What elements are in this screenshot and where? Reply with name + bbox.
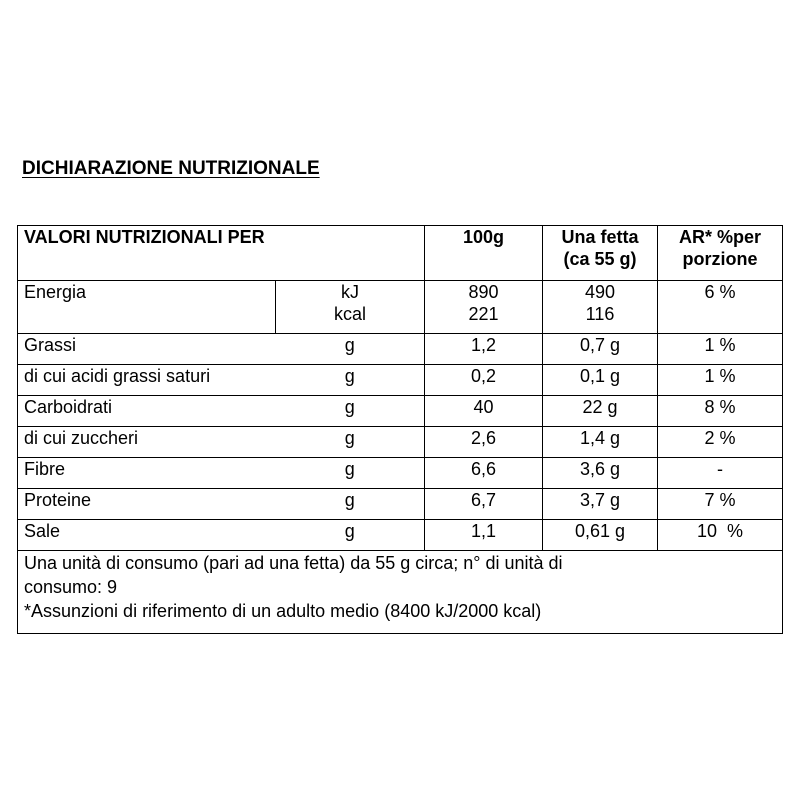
nutrient-name: di cui acidi grassi saturi xyxy=(18,365,276,396)
value-ar: 2 % xyxy=(658,427,783,458)
value-ar: 1 % xyxy=(658,334,783,365)
value-per-slice: 3,6 g xyxy=(543,458,658,489)
note-line-1: Una unità di consumo (pari ad una fetta) da 55 g circa; n° di unità di xyxy=(24,553,563,573)
value-per-slice: 22 g xyxy=(543,396,658,427)
note-line-2: consumo: 9 xyxy=(24,577,118,597)
nutrient-unit: g xyxy=(276,365,425,396)
table-row xyxy=(18,458,783,489)
table-row xyxy=(18,396,783,427)
document-title: DICHIARAZIONE NUTRIZIONALE xyxy=(22,158,320,179)
unit-kj: kJ xyxy=(341,282,359,302)
value-per-slice: 3,7 g xyxy=(543,489,658,520)
header-per-slice-line1: Una fetta xyxy=(561,227,639,247)
header-per-slice xyxy=(543,226,658,281)
nutrient-unit: g xyxy=(276,520,425,551)
nutrient-unit: g xyxy=(276,427,425,458)
value-per-100g: 0,2 xyxy=(425,365,543,396)
value-per-100g: 40 xyxy=(425,396,543,427)
unit-kcal: kcal xyxy=(334,304,367,324)
table-row xyxy=(18,365,783,396)
value-per-slice: 1,4 g xyxy=(543,427,658,458)
value-per-100g: 6,7 xyxy=(425,489,543,520)
table-row xyxy=(18,334,783,365)
value-ar: - xyxy=(658,458,783,489)
table-row-energy xyxy=(18,281,783,334)
nutrient-name: Carboidrati xyxy=(18,396,276,427)
nutrient-name: Fibre xyxy=(18,458,276,489)
table-header-row xyxy=(18,226,783,281)
nutrient-unit: g xyxy=(276,458,425,489)
nutrient-unit: g xyxy=(276,334,425,365)
table-row xyxy=(18,520,783,551)
per100-kcal: 221 xyxy=(468,304,499,324)
value-ar: 1 % xyxy=(658,365,783,396)
note-line-3: *Assunzioni di riferimento di un adulto medio (8400 kJ/2000 kcal) xyxy=(24,601,542,621)
table-row xyxy=(18,489,783,520)
value-ar: 10 % xyxy=(658,520,783,551)
value-ar: 6 % xyxy=(658,281,783,334)
nutrient-unit xyxy=(276,281,425,334)
value-per-100g: 1,2 xyxy=(425,334,543,365)
header-label: VALORI NUTRIZIONALI PER xyxy=(18,226,425,281)
header-ar-line2: porzione xyxy=(682,249,758,269)
value-per-100g: 2,6 xyxy=(425,427,543,458)
value-per-100g: 6,6 xyxy=(425,458,543,489)
nutrient-unit: g xyxy=(276,489,425,520)
notes-cell xyxy=(18,551,783,634)
nutrient-name: Grassi xyxy=(18,334,276,365)
value-per-slice: 0,61 g xyxy=(543,520,658,551)
slice-kcal: 116 xyxy=(585,304,615,324)
header-per-100g: 100g xyxy=(425,226,543,281)
value-per-slice: 0,1 g xyxy=(543,365,658,396)
header-ar-line1: AR* %per xyxy=(679,227,762,247)
per100-kj: 890 xyxy=(468,282,499,302)
slice-kj: 490 xyxy=(584,282,616,302)
value-per-100g xyxy=(425,281,543,334)
nutrition-table xyxy=(17,225,783,634)
table-notes-row xyxy=(18,551,783,634)
table-row xyxy=(18,427,783,458)
value-per-100g: 1,1 xyxy=(425,520,543,551)
nutrient-name: Sale xyxy=(18,520,276,551)
header-ar xyxy=(658,226,783,281)
nutrient-name: di cui zuccheri xyxy=(18,427,276,458)
value-per-slice: 0,7 g xyxy=(543,334,658,365)
value-ar: 8 % xyxy=(658,396,783,427)
nutrient-name: Energia xyxy=(18,281,276,334)
header-per-slice-line2: (ca 55 g) xyxy=(563,249,637,269)
value-ar: 7 % xyxy=(658,489,783,520)
nutrient-unit: g xyxy=(276,396,425,427)
value-per-slice xyxy=(543,281,658,334)
nutrient-name: Proteine xyxy=(18,489,276,520)
